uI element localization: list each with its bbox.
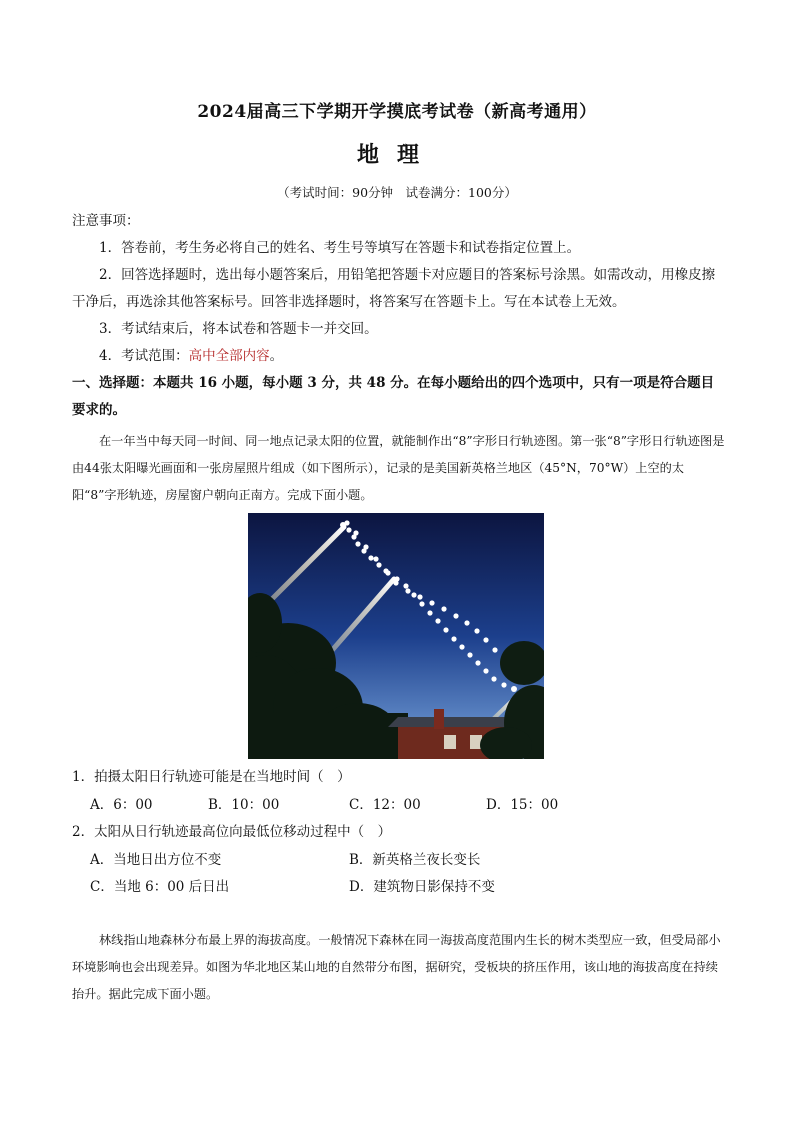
note-item-4-prefix: 4．考试范围： bbox=[99, 348, 189, 364]
question-1-option-c[interactable]: C．12：00 bbox=[349, 797, 421, 813]
question-2-option-d[interactable]: D．建筑物日影保持不变 bbox=[349, 879, 495, 895]
question-1-option-a[interactable]: A．6：00 bbox=[90, 797, 153, 813]
notes-heading: 注意事项： bbox=[72, 213, 140, 229]
question-2-option-c[interactable]: C．当地 6：00 后日出 bbox=[90, 879, 230, 895]
question-2-option-b[interactable]: B．新英格兰夜长变长 bbox=[349, 852, 481, 868]
exam-title: 2024届高三下学期开学摸底考试卷（新高考通用） bbox=[197, 102, 597, 122]
question-2-option-a[interactable]: A．当地日出方位不变 bbox=[90, 852, 222, 868]
question-1-option-b[interactable]: B．10：00 bbox=[208, 797, 280, 813]
exam-range: 高中全部内容 bbox=[188, 348, 270, 364]
subject-title: 地理 bbox=[356, 142, 437, 168]
question-1-stem: 1．拍摄太阳日行轨迹可能是在当地时间（ ） bbox=[72, 769, 351, 785]
note-item-4 bbox=[72, 343, 722, 370]
note-item-4-suffix: 。 bbox=[269, 348, 284, 364]
question-2-stem: 2．太阳从日行轨迹最高位向最低位移动过程中（ ） bbox=[72, 824, 392, 840]
context-passage-1: 在一年当中每天同一时间、同一地点记录太阳的位置，就能制作出“8”字形日行轨迹图。第一张“8”字形日行轨迹图是由44张太阳曝光画面和一张房屋照片组成（如下图所示），记录的是美国新英格兰地区（45°N，70°W）上空的太阳“8”字形轨迹，房屋窗户朝向正南方。完成下面小题。 bbox=[72, 434, 725, 502]
note-item-1: 1．答卷前，考生务必将自己的姓名、考生号等填写在答题卡和试卷指定位置上。 bbox=[99, 240, 581, 256]
note-item-2: 2．回答选择题时，选出每小题答案后，用铅笔把答题卡对应题目的答案标号涂黑。如需改动，用橡皮擦干净后，再选涂其他答案标号。回答非选择题时，将答案写在答题卡上。写在本试卷上无效。 bbox=[72, 267, 716, 310]
note-item-3: 3．考试结束后，将本试卷和答题卡一并交回。 bbox=[99, 321, 378, 337]
exam-info: （考试时间：90分钟 试卷满分：100分） bbox=[277, 185, 517, 200]
analemma-photo bbox=[248, 513, 544, 759]
context-passage-2: 林线指山地森林分布最上界的海拔高度。一般情况下森林在同一海拔高度范围内生长的树木类型应一致，但受局部小环境影响也会出现差异。如图为华北地区某山地的自然带分布图，据研究，受板块的挤压作用，该山地的海拔高度在持续抬升。据此完成下面小题。 bbox=[72, 933, 721, 1001]
section-1-heading: 一、选择题：本题共 16 小题，每小题 3 分，共 48 分。在每小题给出的四个选项中，只有一项是符合题目要求的。 bbox=[72, 375, 715, 418]
question-1-option-d[interactable]: D．15：00 bbox=[486, 797, 559, 813]
